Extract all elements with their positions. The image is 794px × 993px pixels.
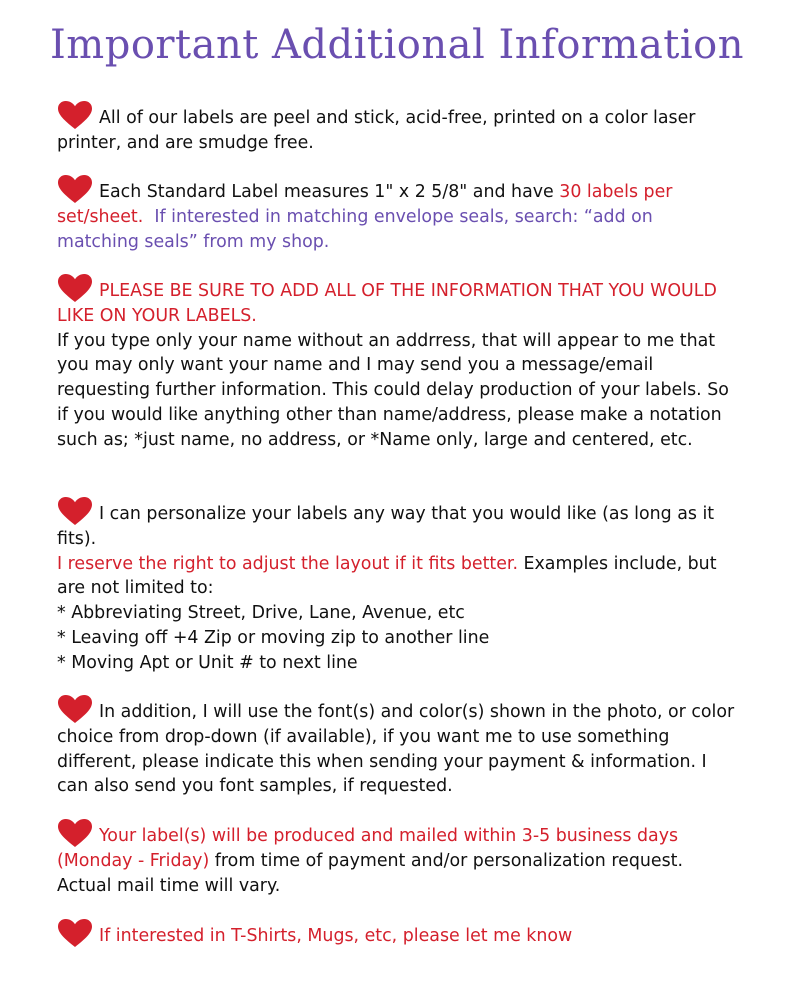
- info-section-materials: [57, 100, 737, 156]
- section-text: If you type only your name without an addrress, that will appear to me that you may only want your name and I may send you a message/email requesting further information. This could delay production of your labels. So if you would like anything other than name/address, please make a notation such as; *just name, no address, or *Name only, large and centered, etc.: [57, 330, 729, 450]
- info-section-add-information: [57, 273, 737, 453]
- production-time-text: Your label(s) will be produced and mailed within 3-5 business days (Monday - Friday): [57, 826, 679, 871]
- list-item: * Abbreviating Street, Drive, Lane, Avenue, etc: [57, 603, 465, 624]
- section-text: All of our labels are peel and stick, acid-free, printed on a color laser printer, and are smudge free.: [57, 108, 696, 153]
- heart-icon: [57, 918, 93, 948]
- section-text: I can personalize your labels any way that you would like (as long as it fits).: [57, 504, 715, 549]
- add-information-warning: PLEASE BE SURE TO ADD ALL OF THE INFORMATION THAT YOU WOULD LIKE ON YOUR LABELS.: [57, 281, 717, 326]
- heart-icon: [57, 818, 93, 848]
- section-text: In addition, I will use the font(s) and color(s) shown in the photo, or color choice from drop-down (if available), if you want me to use something different, please indicate this when sending your payment & information. I can also send you font samples, if requested.: [57, 702, 735, 797]
- info-section-label-size: [57, 174, 737, 254]
- heart-icon: [57, 174, 93, 204]
- matching-seals-text: If interested in matching envelope seals, search: “add on matching seals” from my shop.: [57, 206, 653, 252]
- info-section-production-time: [57, 818, 737, 898]
- list-item: * Moving Apt or Unit # to next line: [57, 652, 358, 673]
- section-text: Each Standard Label measures 1" x 2 5/8" and have: [99, 182, 560, 202]
- info-section-other-products: [57, 918, 737, 949]
- list-item: * Leaving off +4 Zip or moving zip to another line: [57, 627, 490, 648]
- layout-reserve-text: I reserve the right to adjust the layout if it fits better.: [57, 553, 518, 574]
- labels-per-sheet-text: 30 labels per set/sheet.: [57, 182, 673, 227]
- other-products-text: If interested in T-Shirts, Mugs, etc, please let me know: [99, 926, 573, 946]
- page-title: Important Additional Information: [49, 22, 745, 68]
- heart-icon: [57, 694, 93, 724]
- heart-icon: [57, 496, 93, 526]
- heart-icon: [57, 273, 93, 303]
- heart-icon: [57, 100, 93, 130]
- section-text: from time of payment and/or personalization request. Actual mail time will vary.: [57, 850, 683, 896]
- info-section-personalize: [57, 496, 737, 676]
- section-text: Examples include, but are not limited to:: [57, 553, 717, 599]
- info-section-font-color: [57, 694, 737, 799]
